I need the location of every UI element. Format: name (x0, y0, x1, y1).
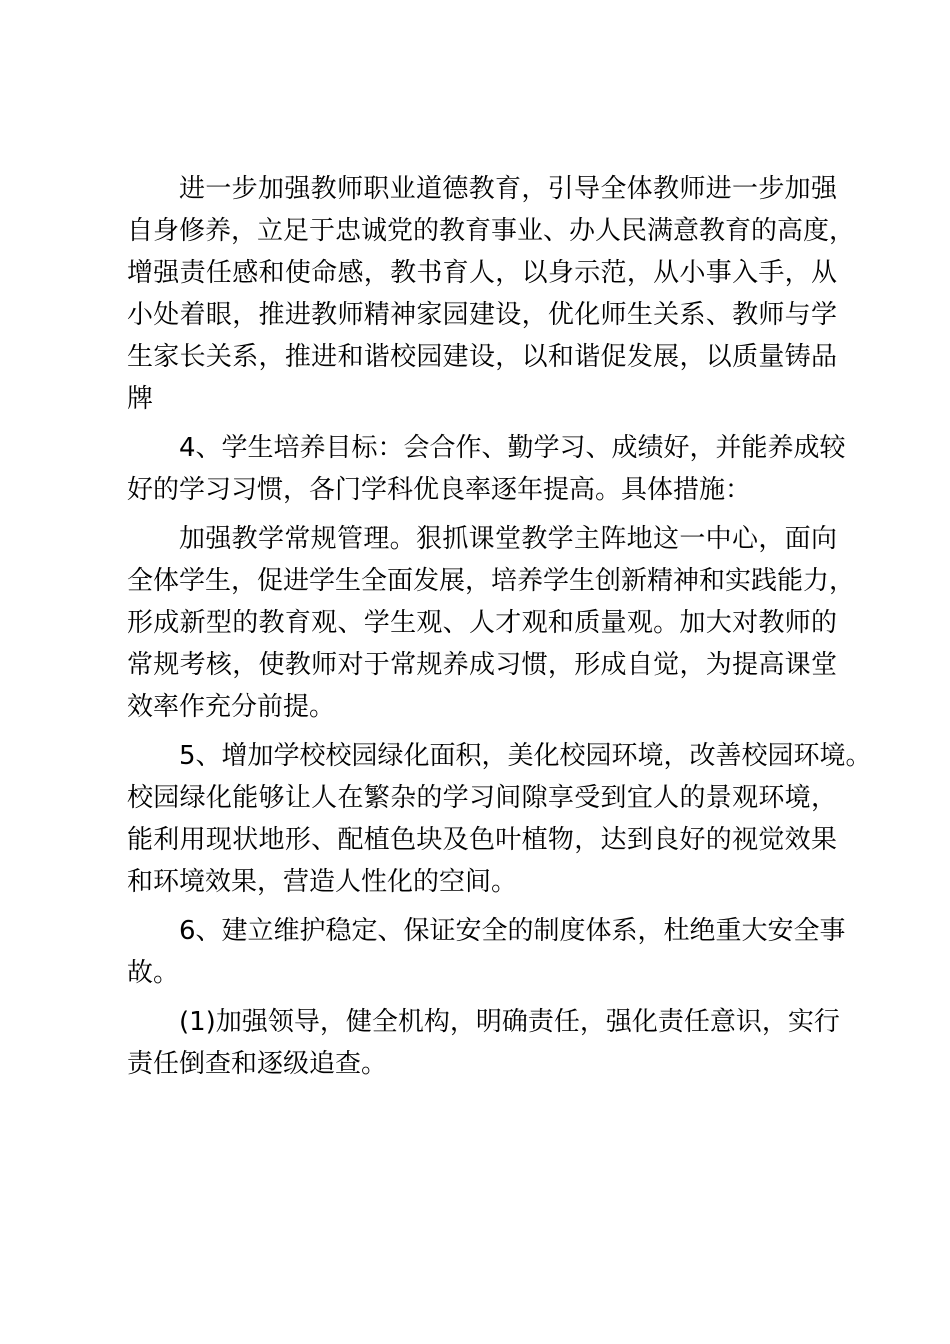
text-line: 和环境效果，营造人性化的空间。 (127, 867, 518, 897)
text-line: 好的学习习惯，各门学科优良率逐年提高。具体措施： (127, 475, 752, 505)
text-line: 5、增加学校校园绿化面积，美化校园环境，改善校园环境。 (179, 741, 872, 771)
paragraph-student-goals (127, 427, 846, 511)
paragraph-teaching-management (127, 518, 856, 728)
text-line: 常规考核，使教师对于常规养成习惯，形成自觉，为提高课堂 (127, 650, 837, 680)
text-line: 4、学生培养目标：会合作、勤学习、成绩好，并能养成较 (179, 433, 846, 463)
text-line: 小处着眼，推进教师精神家园建设，优化师生关系、教师与学 (127, 300, 837, 330)
paragraph-campus-greening (127, 735, 872, 903)
text-line: 能利用现状地形、配植色块及色叶植物，达到良好的视觉效果 (127, 825, 837, 855)
text-line: 进一步加强教师职业道德教育，引导全体教师进一步加强 (179, 174, 837, 204)
text-line: 责任倒查和逐级追查。 (127, 1049, 388, 1079)
text-line: 形成新型的教育观、学生观、人才观和质量观。加大对教师的 (127, 608, 837, 638)
text-line: (1)加强领导，健全机构，明确责任，强化责任意识，实行 (179, 1007, 840, 1037)
text-line: 6、建立维护稳定、保证安全的制度体系，杜绝重大安全事 (179, 916, 846, 946)
text-line: 增强责任感和使命感，教书育人，以身示范，从小事入手，从 (127, 258, 837, 288)
text-line: 校园绿化能够让人在繁杂的学习间隙享受到宜人的景观环境， (127, 783, 837, 813)
paragraph-teacher-ethics (127, 168, 856, 420)
text-line: 加强教学常规管理。狠抓课堂教学主阵地这一中心，面向 (179, 524, 837, 554)
document-body (127, 168, 872, 1085)
paragraph-leadership (127, 1001, 840, 1085)
text-line: 故。 (127, 958, 180, 988)
text-line: 全体学生，促进学生全面发展，培养学生创新精神和实践能力， (127, 566, 856, 596)
text-line: 生家长关系，推进和谐校园建设，以和谐促发展，以质量铸品 (127, 342, 837, 372)
text-line: 牌 (127, 384, 154, 414)
paragraph-safety-system (127, 910, 846, 994)
text-line: 效率作充分前提。 (127, 692, 336, 722)
text-line: 自身修养，立足于忠诚党的教育事业、办人民满意教育的高度， (127, 216, 856, 246)
